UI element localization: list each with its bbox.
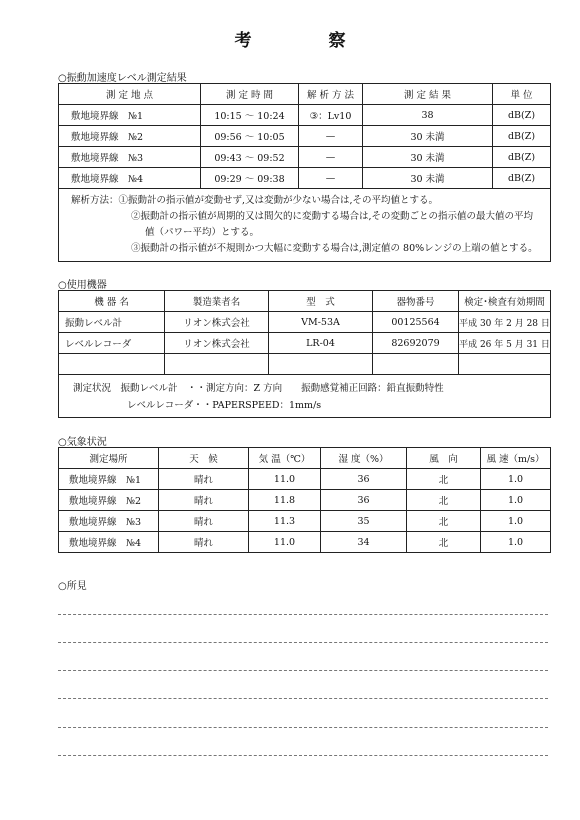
cell-location: 敷地境界線 №2 (59, 126, 201, 147)
cell-validity: 平成 30 年 2 月 28 日 (459, 312, 551, 333)
notes-label: 解析方法： (71, 195, 119, 206)
cell-result: 30 未満 (363, 126, 493, 147)
cell-wind-direction: 北 (407, 511, 481, 532)
weather-section-title: ○気象状況 (58, 437, 107, 448)
table-header-row (59, 291, 551, 312)
table-row (59, 469, 551, 490)
note-2b: 値（パワー平均）とする。 (145, 227, 260, 238)
findings-line (58, 642, 548, 643)
note-2a: ②振動計の指示値が周期的又は間欠的に変動する場合は,その変動ごとの指示値の最大値の平均 (131, 211, 534, 222)
cell-result: 38 (363, 105, 493, 126)
header-wind-direction: 風 向 (407, 448, 481, 469)
page-title: 考 察 (234, 31, 376, 51)
header-model: 型 式 (269, 291, 373, 312)
cell-unit: dB(Z) (493, 105, 551, 126)
header-maker: 製造業者名 (165, 291, 269, 312)
cell-place: 敷地境界線 №2 (59, 490, 159, 511)
cell-humidity: 36 (321, 469, 407, 490)
header-unit: 単 位 (493, 84, 551, 105)
cell-result: 30 未満 (363, 168, 493, 189)
table-row (59, 490, 551, 511)
cell-humidity: 36 (321, 490, 407, 511)
cell-unit: dB(Z) (493, 126, 551, 147)
cell-method: — (299, 126, 363, 147)
table-row (59, 532, 551, 553)
header-temperature: 気 温（℃） (249, 448, 321, 469)
cell-place: 敷地境界線 №3 (59, 511, 159, 532)
cell-device: レベルレコーダ (59, 333, 165, 354)
cell-unit: dB(Z) (493, 168, 551, 189)
status-line-2: レベルレコーダ・・PAPERSPEED：1mm/s (127, 400, 322, 411)
header-weather: 天 候 (159, 448, 249, 469)
table-header-row (59, 84, 551, 105)
cell-serial: 00125564 (373, 312, 459, 333)
cell-location: 敷地境界線 №1 (59, 105, 201, 126)
cell-wind-speed: 1.0 (481, 490, 551, 511)
equipment-table (58, 290, 551, 418)
cell-humidity: 34 (321, 532, 407, 553)
table-row (59, 105, 551, 126)
cell-place: 敷地境界線 №1 (59, 469, 159, 490)
cell-model: VM-53A (269, 312, 373, 333)
analysis-notes (59, 189, 551, 262)
status-line-1: 測定状況 振動レベル計 ・・測定方向：Z 方向 振動感覚補正回路：鉛直振動特性 (73, 383, 444, 394)
table-row (59, 312, 551, 333)
vibration-results-table (58, 83, 551, 262)
cell-wind-speed: 1.0 (481, 469, 551, 490)
cell-time: 09:56 ～ 10:05 (201, 126, 299, 147)
findings-line (58, 755, 548, 756)
cell-location: 敷地境界線 №3 (59, 147, 201, 168)
findings-section-title: ○所見 (58, 581, 87, 592)
cell-time: 09:43 ～ 09:52 (201, 147, 299, 168)
cell-weather: 晴れ (159, 490, 249, 511)
table-header-row (59, 448, 551, 469)
cell-wind-direction: 北 (407, 532, 481, 553)
cell-maker: リオン株式会社 (165, 312, 269, 333)
cell-device: 振動レベル計 (59, 312, 165, 333)
cell-place: 敷地境界線 №4 (59, 532, 159, 553)
header-result: 測 定 結 果 (363, 84, 493, 105)
findings-line (58, 698, 548, 699)
table-row-empty (59, 354, 551, 375)
cell-result: 30 未満 (363, 147, 493, 168)
note-3: ③振動計の指示値が不規則かつ大幅に変動する場合は,測定値の 80%レンジの上端の値とする。 (131, 243, 538, 254)
cell-wind-direction: 北 (407, 469, 481, 490)
cell-wind-speed: 1.0 (481, 511, 551, 532)
header-validity: 検定･検査有効期間 (459, 291, 551, 312)
cell-unit: dB(Z) (493, 147, 551, 168)
weather-table (58, 447, 551, 553)
cell-temperature: 11.0 (249, 469, 321, 490)
findings-line (58, 670, 548, 671)
notes-row (59, 189, 551, 262)
cell-temperature: 11.3 (249, 511, 321, 532)
table-row (59, 168, 551, 189)
findings-line (58, 614, 548, 615)
header-wind-speed: 風 速（m/s） (481, 448, 551, 469)
header-location: 測 定 地 点 (59, 84, 201, 105)
table-row (59, 333, 551, 354)
cell-location: 敷地境界線 №4 (59, 168, 201, 189)
measurement-status (59, 375, 551, 418)
cell-wind-direction: 北 (407, 490, 481, 511)
table-row (59, 511, 551, 532)
header-place: 測定場所 (59, 448, 159, 469)
cell-wind-speed: 1.0 (481, 532, 551, 553)
header-time: 測 定 時 間 (201, 84, 299, 105)
header-method: 解 析 方 法 (299, 84, 363, 105)
header-humidity: 湿 度（%） (321, 448, 407, 469)
cell-humidity: 35 (321, 511, 407, 532)
header-device: 機 器 名 (59, 291, 165, 312)
cell-time: 09:29 ～ 09:38 (201, 168, 299, 189)
equipment-section-title: ○使用機器 (58, 280, 107, 291)
cell-method: ③：Lv10 (299, 105, 363, 126)
cell-serial: 82692079 (373, 333, 459, 354)
cell-maker: リオン株式会社 (165, 333, 269, 354)
status-row (59, 375, 551, 418)
vibration-section-title: ○振動加速度レベル測定結果 (58, 73, 187, 84)
cell-model: LR-04 (269, 333, 373, 354)
cell-validity: 平成 26 年 5 月 31 日 (459, 333, 551, 354)
table-row (59, 126, 551, 147)
cell-method: — (299, 168, 363, 189)
findings-line (58, 727, 548, 728)
cell-method: — (299, 147, 363, 168)
cell-time: 10:15 ～ 10:24 (201, 105, 299, 126)
cell-temperature: 11.0 (249, 532, 321, 553)
header-serial: 器物番号 (373, 291, 459, 312)
note-1: ①振動計の指示値が変動せず,又は変動が少ない場合は,その平均値とする。 (118, 195, 439, 206)
table-row (59, 147, 551, 168)
cell-weather: 晴れ (159, 532, 249, 553)
cell-temperature: 11.8 (249, 490, 321, 511)
cell-weather: 晴れ (159, 511, 249, 532)
cell-weather: 晴れ (159, 469, 249, 490)
